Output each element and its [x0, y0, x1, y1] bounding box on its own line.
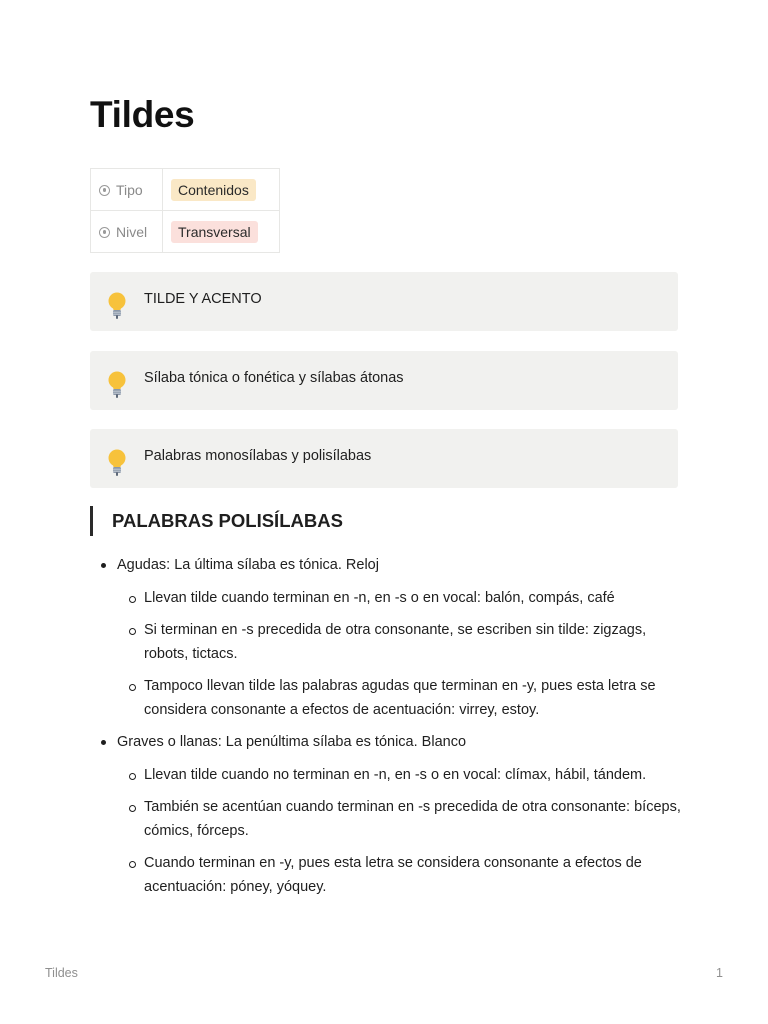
properties-table [90, 168, 280, 253]
property-row-nivel [91, 211, 280, 253]
page-title: Tildes [90, 94, 195, 135]
select-property-icon [99, 185, 110, 196]
callout-text: Palabras monosílabas y polisílabas [144, 448, 372, 464]
footer-title: Tildes [45, 966, 78, 980]
property-key: Nivel [116, 223, 148, 240]
property-tag[interactable]: Transversal [171, 221, 258, 243]
property-key-cell [91, 169, 163, 211]
sub-list-item: Tampoco llevan tilde las palabras agudas que terminan en -y, pues esta letra se considera consonante a efectos de acentuación: virrey, estoy. [117, 675, 690, 722]
sub-list-item: Cuando terminan en -y, pues esta letra se considera consonante a efectos de acentuación: póney, yóquey. [117, 852, 690, 899]
main-content [90, 554, 690, 908]
callout-text: TILDE Y ACENTO [144, 291, 262, 307]
list-item-graves [90, 731, 690, 899]
sub-bullet-list [117, 764, 690, 900]
sub-list-item: Si terminan en -s precedida de otra consonante, se escriben sin tilde: zigzags, robots, tictacs. [117, 619, 690, 666]
list-item-text: Graves o llanas: La penúltima sílaba es tónica. Blanco [117, 734, 467, 750]
select-property-icon [99, 227, 110, 238]
sub-bullet-list [117, 587, 690, 723]
sub-list-item: Llevan tilde cuando no terminan en -n, en -s o en vocal: clímax, hábil, tándem. [117, 764, 690, 788]
callout-palabras-monosilabas[interactable] [90, 429, 678, 488]
bullet-list [90, 554, 690, 899]
sub-list-item: También se acentúan cuando terminan en -s precedida de otra consonante: bíceps, cómics, fórceps. [117, 796, 690, 843]
callout-tilde-y-acento[interactable] [90, 272, 678, 331]
lightbulb-icon [106, 448, 128, 476]
callout-text: Sílaba tónica o fonética y sílabas átonas [144, 370, 404, 386]
lightbulb-icon [106, 370, 128, 398]
property-value-cell[interactable] [163, 211, 280, 253]
property-key: Tipo [116, 181, 143, 198]
page-number: 1 [716, 966, 723, 980]
lightbulb-icon [106, 291, 128, 319]
property-tag[interactable]: Contenidos [171, 179, 256, 201]
sub-list-item: Llevan tilde cuando terminan en -n, en -s o en vocal: balón, compás, café [117, 587, 690, 611]
list-item-agudas [90, 554, 690, 722]
section-heading: PALABRAS POLISÍLABAS [90, 506, 343, 536]
list-item-text: Agudas: La última sílaba es tónica. Reloj [117, 557, 379, 573]
property-key-cell [91, 211, 163, 253]
property-row-tipo [91, 169, 280, 211]
callout-silaba-tonica[interactable] [90, 351, 678, 410]
property-value-cell[interactable] [163, 169, 280, 211]
